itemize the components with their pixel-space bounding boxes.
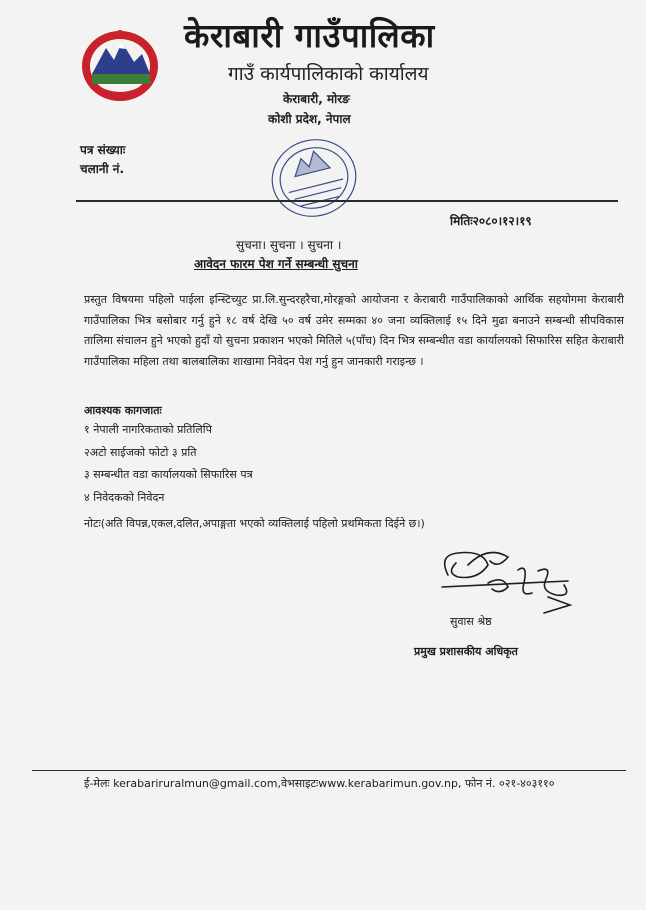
list-item: १ नेपाली नागरिकताको प्रतिलिपि [84, 423, 212, 436]
list-item: ४ निवेदकको निवेदन [84, 490, 165, 504]
list-item: ३ सम्बन्धीत वडा कार्यालयको सिफारिस पत्र [84, 468, 253, 481]
handwritten-signature [428, 535, 578, 625]
required-documents-heading: आवश्यक कागजातः [84, 404, 162, 417]
address-line-1: केराबारी, मोरङ [283, 92, 350, 106]
notice-body: प्रस्तुत विषयमा पहिलो पाईला इन्स्टिच्युट प्रा.लि.सुन्दरहरैचा,मोरङ्गको आयोजना र केराबारी गाउँपालिकाको आर्थिक सहयोगमा केराबारी गाउँपालिका भित्र बसोबार गर्नु हुने १८ वर्ष देखि ५० वर्ष उमेर सम्मका ४० जना व्यक्तिलाई १५ दिने मुढा बनाउने सम्बन्धी सीपविकास तालिमा संचालन हुने भएको हुदाँ यो सुचना प्रकाशन भएको मितिले ५(पाँच) दिन भित्र सम्बन्धीत वडा कार्यालयको सिफारिस सहित केराबारी गाउँपालिका महिला तथा बालबालिका शाखामा निवेदन पेश गर्नु हुन जानकारी गराइन्छ । [84, 293, 624, 368]
signatory-name: सुवास श्रेष्ठ [450, 615, 492, 628]
contact-footer: ई-मेलः kerabariruralmun@gmail.com,वेभसाइटःwww.kerabarimun.gov.np, फोन नं. ०२१-४०३११० [84, 777, 555, 790]
required-documents-list [84, 422, 253, 512]
municipality-title: केराबारी गाउँपालिका [184, 16, 435, 55]
dispatch-number-label: चलानी नं. [80, 162, 125, 176]
municipality-emblem [78, 26, 162, 104]
letter-date: मितिः२०८०।१२।१९ [450, 214, 532, 228]
notice-repeat: सुचना। सुचना । सुचना । [236, 238, 342, 252]
header-divider [76, 200, 618, 202]
priority-note: नोटः(अति विपन्न,एकल,दलित,अपाङ्गता भएको व्यक्तिलाई पहिलो प्रथमिकता दिईने छ।) [84, 517, 425, 530]
office-stamp [262, 128, 366, 226]
letter-number-label: पत्र संख्याः [80, 143, 126, 157]
address-line-2: कोशी प्रदेश, नेपाल [268, 112, 351, 126]
list-item: २अटो साईजको फोटो ३ प्रति [84, 445, 197, 459]
signatory-title: प्रमुख प्रशासकीय अधिकृत [414, 645, 518, 658]
office-subtitle: गाउँ कार्यपालिकाको कार्यालय [228, 63, 429, 85]
notice-title: आवेदन फारम पेश गर्ने सम्बन्धी सुचना [194, 257, 358, 271]
footer-divider [32, 770, 626, 771]
